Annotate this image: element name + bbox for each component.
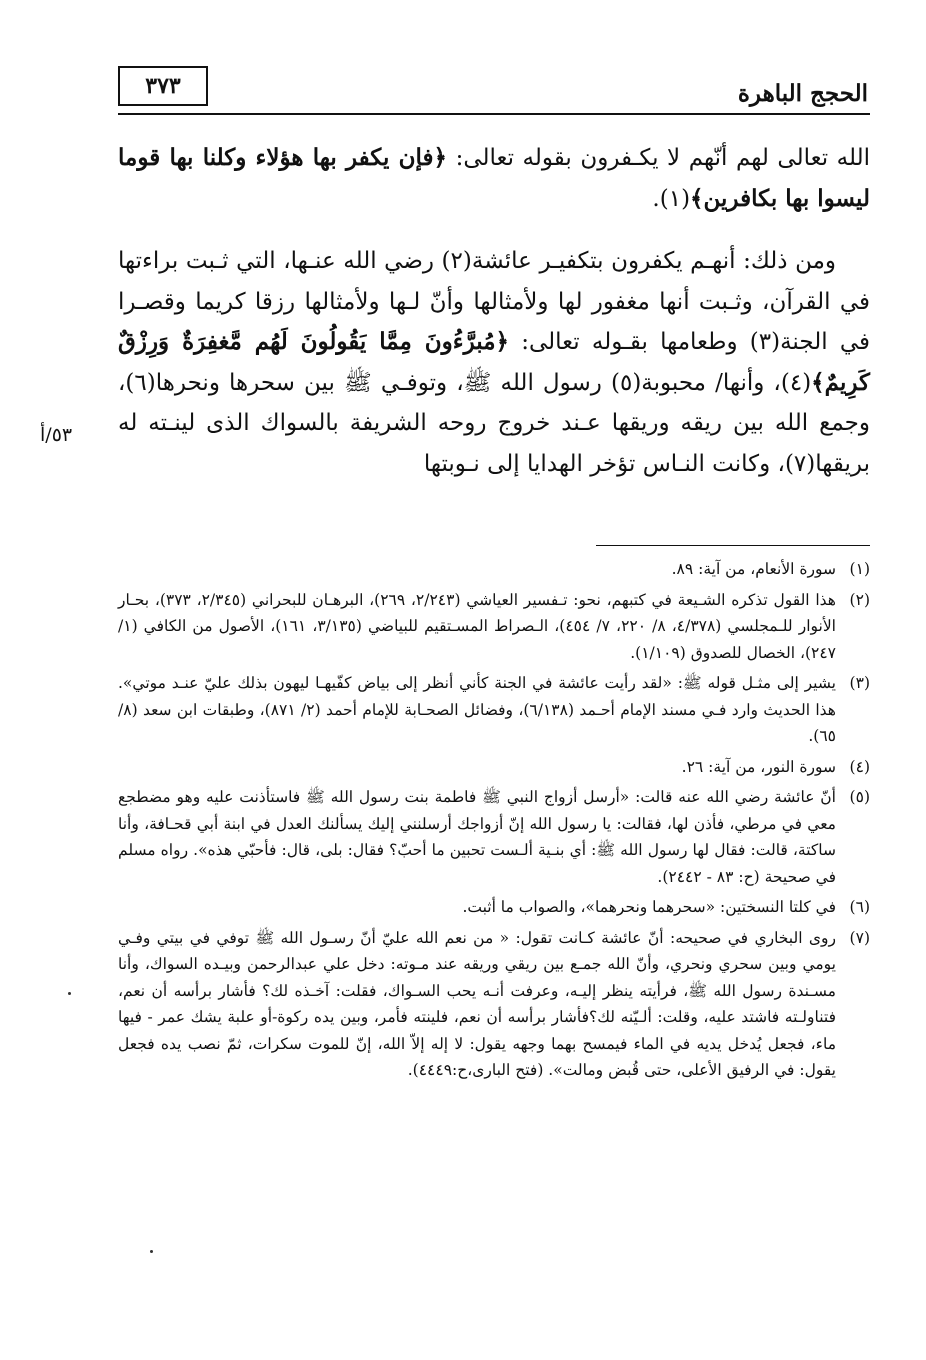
quran-verse-1: ﴿فإن يكفر بها هؤلاء وكلنا بها قوما ليسوا بها بكافرين﴾ bbox=[118, 144, 870, 212]
paragraph-2 bbox=[118, 241, 870, 484]
manuscript-folio-note: ٥٣/أ bbox=[40, 424, 73, 446]
footnote-rule bbox=[596, 545, 870, 546]
footnote bbox=[118, 925, 870, 1084]
running-title: الحجج الباهرة bbox=[737, 80, 868, 107]
footnote bbox=[118, 784, 870, 890]
footnote-number: (٧) bbox=[849, 928, 870, 947]
footnote-number: (٥) bbox=[849, 788, 870, 806]
quran-verse-2: ﴿مُبرَّءُونَ مِمَّا يَقُولُونَ لَهُم مَّغفِرَةٌ وَرِزْقٌ كَرِيمٌ﴾ bbox=[118, 328, 870, 396]
footnote-text: أنّ عائشة رضي الله عنه قالت: «أرسل أزواج النبي ﷺ فاطمة بنت رسول الله ﷺ فاستأذنت عليه وهو مضطجع معي في مرطي، فأذن لها، فقالت: يا رسول الله إنّ أزواجك أرسلنني إليك يسألنك العدل في ابنة أبي قحـافة، وأنا ساكتة، قالت: فقال لها رسول الله ﷺ: أي بنـية ألـست تحبين ما أحبّ؟ فقال: بلى، قال: فأحبّي هذه». رواه مسلم في صحيحة (ح: ٨٣ - ٢٤٤٢). bbox=[118, 788, 836, 886]
header-rule bbox=[118, 113, 870, 115]
footnote bbox=[118, 556, 870, 583]
paragraph-1-lead: الله تعالى لهم أنّهم لا يكـفرون بقوله تعالى: bbox=[447, 145, 870, 171]
footnote-text: هذا القول تذكره الشـيعة في كتبهم، نحو: تـفسير العياشي (٢/٢٤٣، ٢٦٩)، البرهـان للبحراني (٢/٣٤٥، ٣٧٣)، بحـار الأنوار للـمجلسي (٤/٣٧٨، ٨/ ٢٢٠، ٧/ ٤٥٤)، الـصراط المسـتقيم للبياضي (٣/١٣٥، ١٦١)، الأصول من الكافي (١/ ٢٤٧)، الخصال للصدوق (١/١٠٩). bbox=[118, 590, 836, 662]
footnote-number: (٦) bbox=[849, 898, 870, 916]
footnote-ref-1: (١). bbox=[652, 185, 691, 212]
footnote bbox=[118, 587, 870, 667]
paragraph-1 bbox=[118, 138, 870, 219]
footnote-text: في كلتا النسختين: «سحرهما ونحرهما»، والصواب ما أثبت. bbox=[462, 898, 836, 916]
footnote bbox=[118, 670, 870, 750]
page-number-text: ٣٧٣ bbox=[145, 73, 181, 99]
main-text bbox=[118, 138, 870, 484]
footnote bbox=[118, 894, 870, 921]
footnotes bbox=[118, 556, 870, 1088]
footnote-number: (١) bbox=[849, 560, 870, 578]
paragraph-2-text-b: (٤)، وأنها/ محبوبة(٥) رسول الله ﷺ، وتوفـي ﷺ بين سحرها ونحرها(٦)، وجمع الله بين ريقه وريقها عـند خروج روحه الشريفة بالسواك الذى لينـته له بريقها(٧)، وكانت النـاس تؤخر الهدايا إلى نـوبتها bbox=[118, 369, 870, 477]
page-number bbox=[118, 66, 208, 106]
footnote-text: سورة الأنعام، من آية: ٨٩. bbox=[671, 560, 836, 578]
footnote-number: (٤) bbox=[849, 757, 870, 776]
scan-speck bbox=[68, 992, 71, 995]
footnote bbox=[118, 754, 870, 781]
scan-speck bbox=[150, 1250, 153, 1253]
footnote-text: سورة النور، من آية: ٢٦. bbox=[681, 757, 836, 776]
footnote-number: (٢) bbox=[849, 590, 870, 609]
footnote-number: (٣) bbox=[849, 674, 870, 692]
footnote-text: روى البخاري في صحيحه: أنّ عائشة كـانت تقول: « من نعم الله عليّ أنّ رسـول الله ﷺ توفي في بيتي وفـي يومي وبين سحري ونحري، وأنّ الله جمـع بين ريقي وريقه عند مـوته: دخل علي عبدالرحمن وبيـده السواك، وأنا مسـندة رسول الله ﷺ، فرأيته ينظر إليـه، وعرفت أنـه يحب السـواك، فقلت: آخـذه لك؟ فأشار برأسه أن نعم، فتناولـته فاشتد عليه، وقلت: ألـيّنه لك؟فأشار برأسه أن نعم، فلينته فأمر، وبين يده ركوة-أو علبة يشك عمر - فيها ماء، فجعل يُدخل يديه في الماء فيمسح بهما وجهه يقول: لا إله إلاّ الله، إنّ للموت سكرات، ثمّ نصب يده فجعل يقول: في الرفيق الأعلى، حتى قُبض ومالت». (فتح البارى،ح:٤٤٤٩). bbox=[118, 928, 836, 1079]
footnote-text: يشير إلى مثـل قوله ﷺ: «لقد رأيت عائشة في الجنة كأني أنظر إلى بياض كفّيهـا ليهون بذلك عليّ عنـد موتي». هذا الحديث وارد فـي مسند الإمام أحـمد (٦/١٣٨)، وفضائل الصحـابة للإمام أحمد (٢/ ٨٧١)، وطبقات ابن سعد (٨/ ٦٥). bbox=[118, 674, 836, 745]
paragraph-2-text-a: ومن ذلك: أنهـم يكفرون بتكفيـر عائشة(٢) رضي الله عنـها، التي ثـبت براءتها في القرآن، وثـبت أنها مغفور لها ولأمثالها وأنّ لـها ولأمثالها رزقا كريما وقصـرا في الجنة(٣) وطعامها بقـوله تعالى: bbox=[118, 248, 870, 355]
